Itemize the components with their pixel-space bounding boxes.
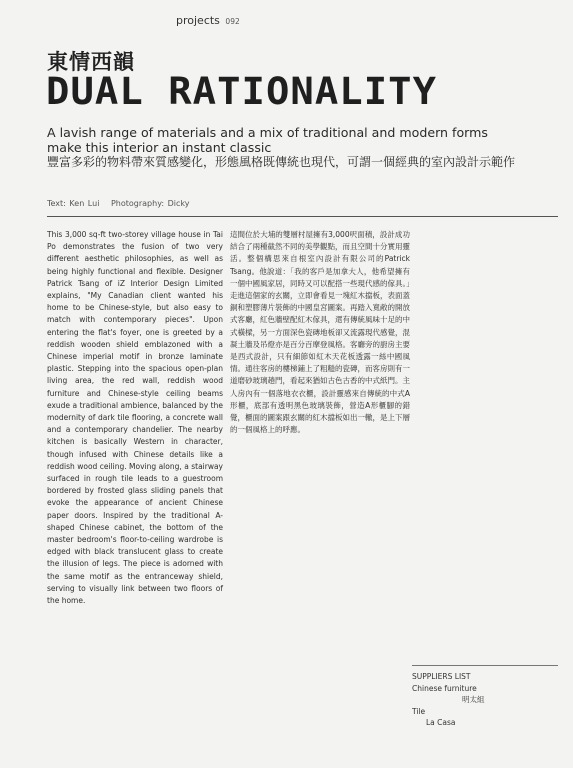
page-header (176, 14, 240, 27)
chinese-standfirst: 豐富多彩的物料帶來質感變化，形態風格既傳統也現代，可謂一個經典的室內設計示範作 (47, 155, 516, 169)
supplier-label: Tile (412, 706, 426, 716)
suppliers-list (412, 665, 558, 729)
english-title: DUAL RATIONALITY (46, 70, 438, 113)
header-divider (47, 216, 558, 217)
supplier-value: 明太組 (462, 695, 485, 704)
supplier-label: Chinese furniture (412, 683, 477, 693)
english-standfirst: A lavish range of materials and a mix of traditional and modern forms make this interior an instant classic (47, 125, 488, 155)
suppliers-heading: SUPPLIERS LIST (412, 672, 471, 681)
english-body-text: This 3,000 sq-ft two-storey village house in Tai Po demonstrates the fusion of two very different aesthetic philosophies, as well as being highly functional and flexible. Designer Patrick Tsang of iZ Interior Design Limited explains, "My Canadian client wanted his home to be Chinese-style, but also easy to match with contemporary pieces". Upon entering the flat's foyer, one is greeted by a reddish wooden shield emblazoned with a Chinese imperial motif in bronze laminate plastic. Stepping into the spacious open-plan living area, the red wall, reddish wood furniture and Chinese-style ceiling beams exude a traditional ambience, balanced by the modernity of dark tile flooring, a concrete wall and a contemporary chandelier. The nearby kitchen is basically Western in character, though infused with Chinese details like a reddish wood ceiling. Moving along, a stairway surfaced in rough tile leads to a guestroom bordered by frosted glass sliding panels that evoke the appearance of ancient Chinese paper doors. Inspired by the traditional A-shaped Chinese cabinet, the bottom of the master bedroom's floor-to-ceiling wardrobe is edged with black translucent glass to create the illusion of legs. The piece is adorned with the same motif as the entranceway shield, serving to visually link between two floors of the home. (47, 230, 223, 606)
photo-credit: Photography: Dicky (110, 199, 190, 208)
text-credit: Text: Ken Lui (47, 199, 100, 208)
credits (47, 199, 189, 208)
page-number: 092 (225, 17, 240, 26)
supplier-value: La Casa (426, 718, 456, 727)
chinese-title: 東情西韻 (47, 50, 135, 74)
section-label: projects (176, 14, 220, 27)
chinese-body-text: 這間位於大埔的雙層村屋擁有3,000呎面積，設計成功結合了兩種截然不同的美學觀點，而且空間十分實用靈活。整個構思來自根室內設計有限公司的Patrick Tsang。他說道：「我的客戶是加拿大人，他希望擁有一個中國風家居，同時又可以配搭一些現代感的傢具。」走進這個家的玄關，立即會看見一塊紅木擋板，表面蓋銅和塑膠薄片裝飾的中國皇宮圖案。再踏入寬敞的開放式客廳，紅色牆壁配紅木傢具，還有傳統風味十足的中式橫樑，另一方面深色瓷磚地板卻又流露現代感覺，混凝土牆及吊燈亦是百分百摩登風格。客廳旁的廚房主要是西式設計，只有細節如紅木天花板透露一絲中國風情。通往客房的樓梯鋪上了粗糙的瓷磚，而客房則有一道磨砂玻璃趟門，看起來猶如古色古香的中式紙門。主人房內有一個落地衣衣櫃，設計靈感來自傳統的中式A形櫃，底部有透明黑色玻璃裝飾，營造A形櫃腳的錯覺，櫃面的圖案跟玄關的紅木擋板如出一轍，是上下層的一個風格上的呼應。 (230, 230, 410, 435)
suppliers-divider (412, 665, 558, 666)
